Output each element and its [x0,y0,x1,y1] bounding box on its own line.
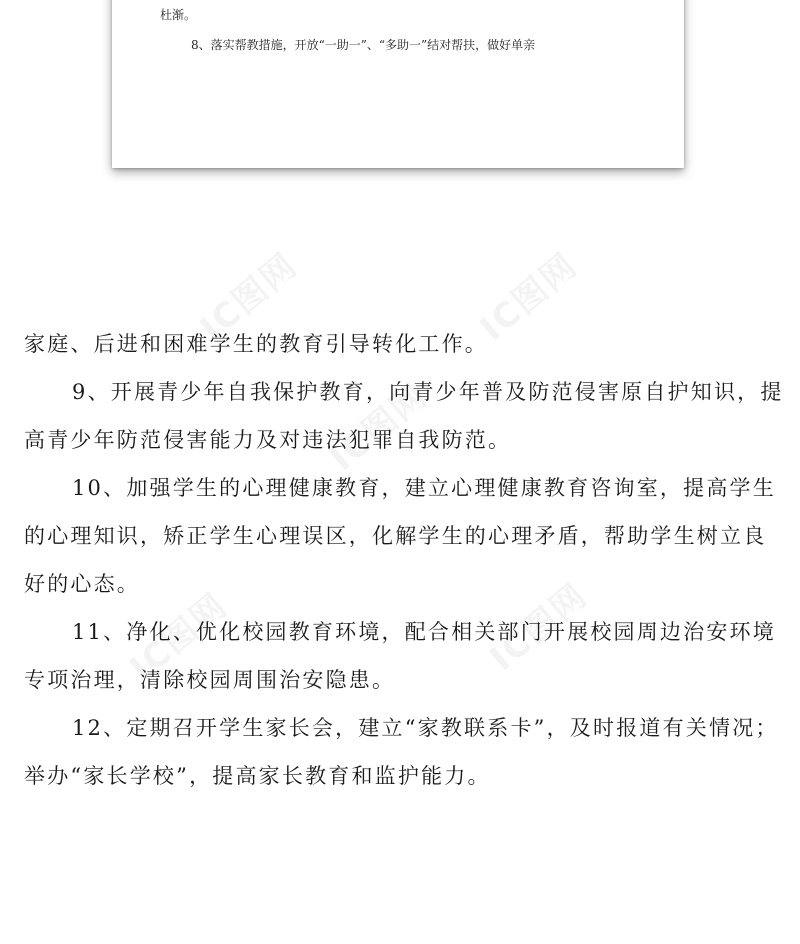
watermark-logo: IC图网 [122,585,236,690]
paragraph-item-10: 10、加强学生的心理健康教育，建立心理健康教育咨询室，提高学生的心理知识，矫正学生心理误区，化解学生的心理矛盾，帮助学生树立良好的心态。 [24,476,776,596]
watermark-logo: IC图网 [192,245,306,350]
watermark-logo: IC图网 [322,375,436,480]
preview-text-line: 杜渐。 [160,8,197,22]
document-body [24,320,784,800]
preview-text-line: 8、落实帮教措施，开放“一助一”、“多助一”结对帮扶，做好单亲 [191,38,536,52]
watermark-logo: IC图网 [482,575,596,680]
watermark-logo: IC图网 [472,245,586,350]
document-page-preview [112,0,684,168]
paragraph-item-12: 12、定期召开学生家长会，建立“家教联系卡”，及时报道有关情况；举办“家长学校”，提高家长教育和监护能力。 [24,716,779,788]
paragraph-continuation: 家庭、后进和困难学生的教育引导转化工作。 [24,332,488,356]
paragraph-item-11: 11、净化、优化校园教育环境，配合相关部门开展校园周边治安环境专项治理，清除校园周围治安隐患。 [24,620,776,692]
paragraph-item-9: 9、开展青少年自我保护教育，向青少年普及防范侵害原自护知识，提高青少年防范侵害能力及对违法犯罪自我防范。 [24,380,784,452]
